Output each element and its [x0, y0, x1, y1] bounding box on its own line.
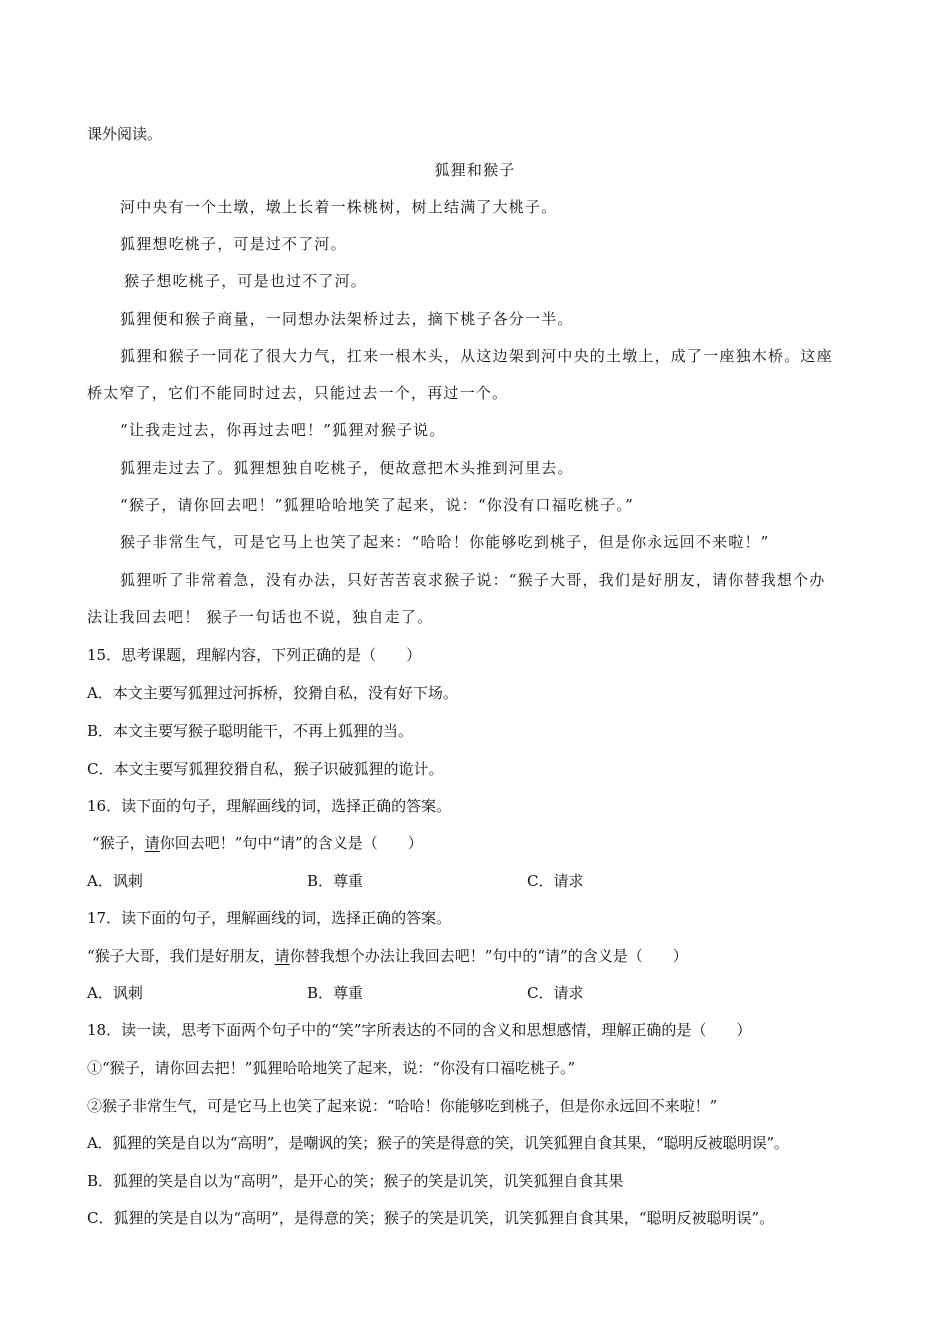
question-16-option-c: C．请求	[527, 872, 584, 890]
question-17-option-b: B．尊重	[307, 984, 364, 1002]
sentence-text: “猴子大哥，我们是好朋友，	[87, 947, 275, 965]
question-18-option-c: C．狐狸的笑是自以为“高明”，是得意的笑；猴子的笑是讥笑，讥笑狐狸自食其果，“聪明反被聪明误”。	[87, 1209, 775, 1227]
question-18-sentence-1: ①“猴子，请你回去把！”狐狸哈哈地笑了起来，说：“你没有口福吃桃子。”	[87, 1059, 576, 1077]
question-18-option-a: A．狐狸的笑是自以为“高明”，是嘲讽的笑；猴子的笑是得意的笑，讥笑狐狸自食其果，“聪明反被聪明误”。	[87, 1134, 789, 1152]
section-heading: 课外阅读。	[87, 125, 163, 143]
question-17-sentence	[87, 946, 688, 966]
question-17-option-a: A．讽刺	[87, 984, 143, 1002]
story-paragraph: 狐狸和猴子一同花了很大力气，扛来一根木头，从这边架到河中央的土墩上，成了一座独木桥。这座	[120, 347, 833, 365]
question-18-sentence-2: ②猴子非常生气，可是它马上也笑了起来说：“哈哈！你能够吃到桃子，但是你永远回不来啦！”	[87, 1097, 718, 1115]
story-paragraph: 狐狸便和猴子商量，一同想办法架桥过去，摘下桃子各分一半。	[120, 310, 574, 328]
question-18-option-b: B．狐狸的笑是自以为“高明”，是开心的笑；猴子的笑是讥笑，讥笑狐狸自食其果	[87, 1172, 624, 1190]
question-15-option-a: A．本文主要写狐狸过河拆桥，狡猾自私，没有好下场。	[87, 684, 458, 702]
sentence-text: 你回去吧！”句中“请”的含义是（ ）	[159, 834, 423, 852]
question-17-stem: 17．读下面的句子，理解画线的词，选择正确的答案。	[87, 909, 452, 927]
question-15-option-c: C．本文主要写狐狸狡猾自私，猴子识破狐狸的诡计。	[87, 760, 444, 778]
story-title: 狐狸和猴子	[434, 161, 516, 179]
underlined-word: 请	[144, 834, 160, 852]
story-paragraph: 狐狸走过去了。狐狸想独自吃桃子，便故意把木头推到河里去。	[120, 459, 574, 477]
sentence-text: “猴子，	[92, 834, 145, 852]
story-paragraph: 河中央有一个土墩，墩上长着一株桃树，树上结满了大桃子。	[120, 198, 558, 216]
question-18-stem: 18．读一读，思考下面两个句子中的“笑”字所表达的不同的含义和思想感情，理解正确的是（ ）	[87, 1021, 752, 1039]
story-paragraph: 狐狸想吃桃子，可是过不了河。	[120, 235, 347, 253]
question-16-sentence	[92, 833, 423, 853]
story-paragraph: 狐狸听了非常着急，没有办法，只好苦苦哀求猴子说：“猴子大哥，我们是好朋友，请你替我想个办	[120, 571, 826, 589]
underlined-word: 请	[274, 947, 290, 965]
story-paragraph-continued: 法让我回去吧！ 猴子一句话也不说，独自走了。	[87, 608, 434, 626]
sentence-text: 你替我想个办法让我回去吧！”句中的“请”的含义是（ ）	[289, 947, 688, 965]
question-17-option-c: C．请求	[527, 984, 584, 1002]
story-paragraph: “猴子，请你回去吧！”狐狸哈哈地笑了起来，说：“你没有口福吃桃子。”	[120, 496, 634, 514]
question-15-option-b: B．本文主要写猴子聪明能干，不再上狐狸的当。	[87, 722, 414, 740]
story-paragraph-continued: 桥太窄了，它们不能同时过去，只能过去一个，再过一个。	[87, 384, 509, 402]
question-16-stem: 16．读下面的句子，理解画线的词，选择正确的答案。	[87, 797, 452, 815]
story-paragraph: 猴子想吃桃子，可是也过不了河。	[124, 272, 368, 290]
question-16-option-a: A．讽刺	[87, 872, 143, 890]
question-16-option-b: B．尊重	[307, 872, 364, 890]
story-paragraph: 猴子非常生气，可是它马上也笑了起来：“哈哈！你能够吃到桃子，但是你永远回不来啦！”	[120, 533, 770, 551]
question-15-stem: 15．思考课题，理解内容，下列正确的是（ ）	[87, 646, 422, 664]
story-paragraph: “让我走过去，你再过去吧！”狐狸对猴子说。	[120, 421, 446, 439]
